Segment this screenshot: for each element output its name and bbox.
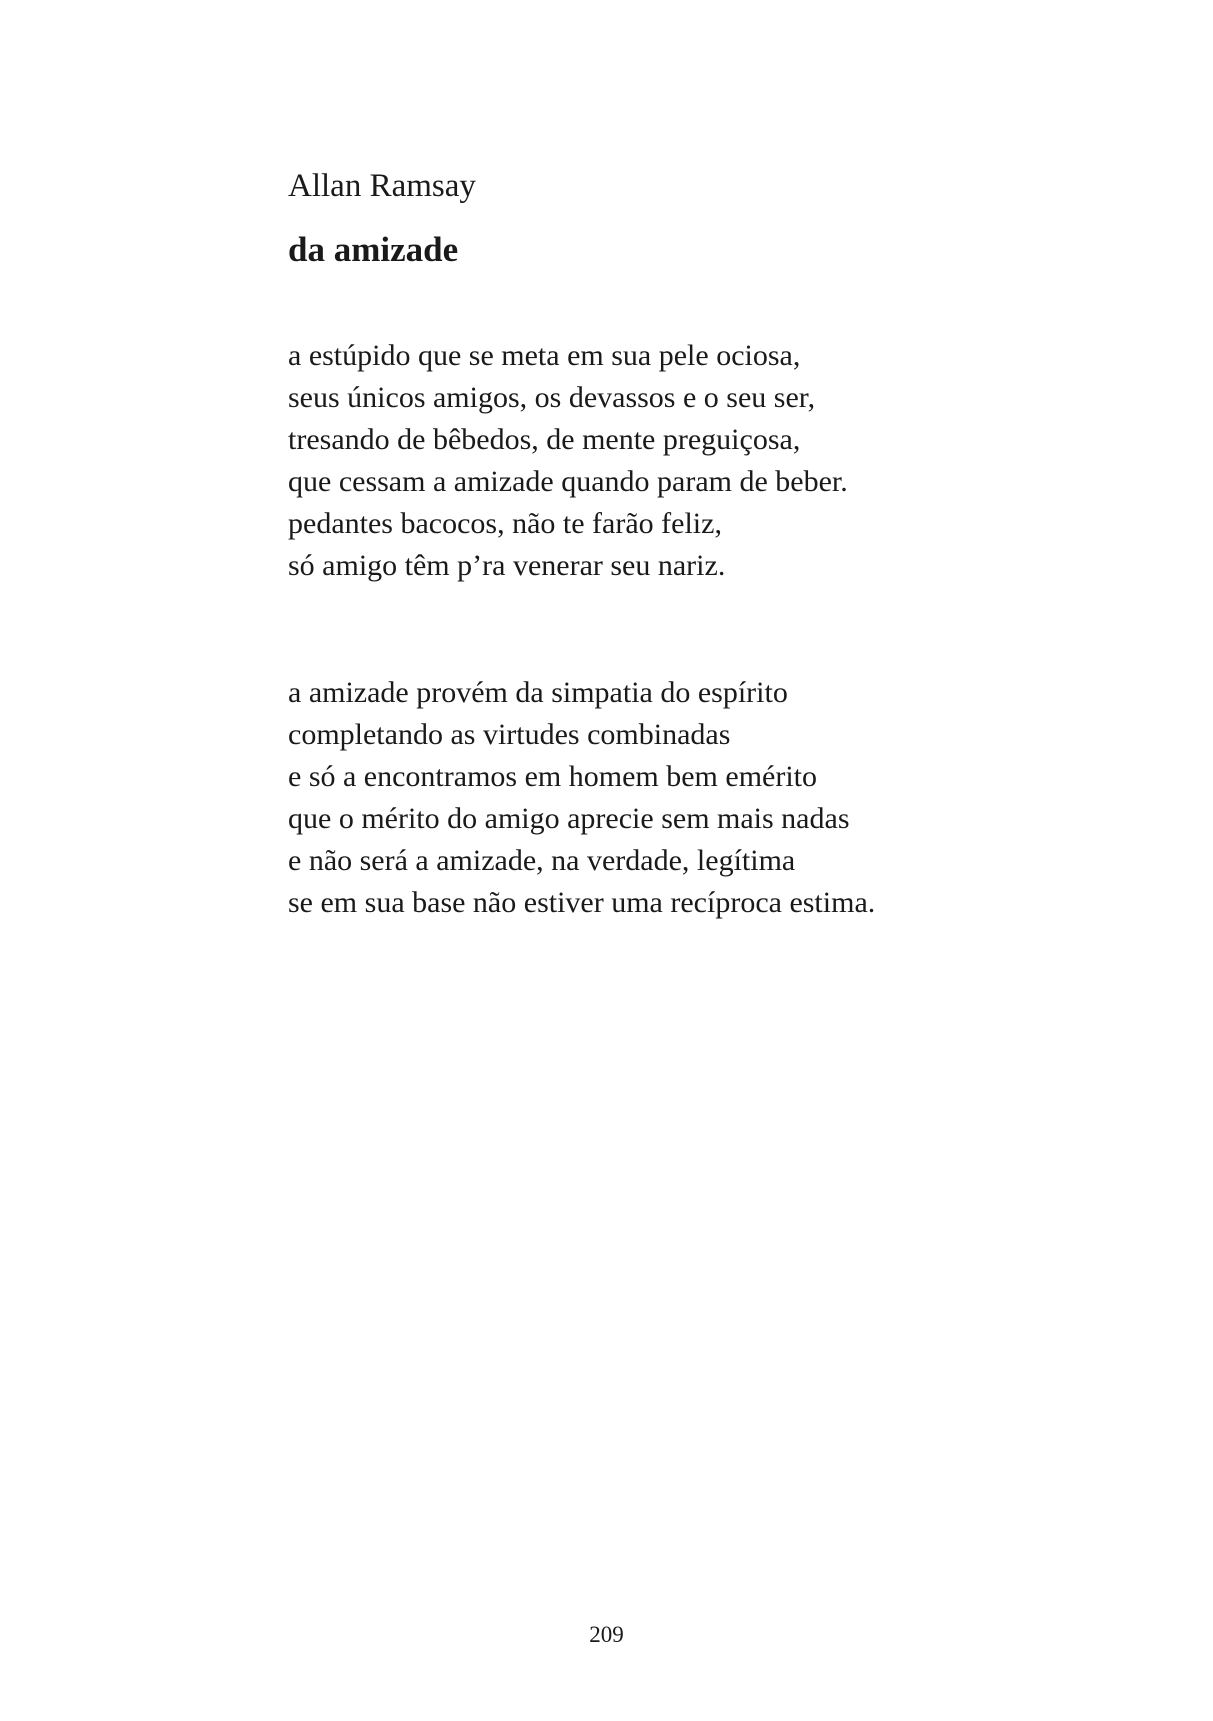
stanza-1 xyxy=(288,335,848,587)
poem-title: da amizade xyxy=(288,230,459,269)
poem-line: a amizade provém da simpatia do espírito xyxy=(288,676,788,709)
poem-author: Allan Ramsay xyxy=(288,168,476,204)
poem-line: completando as virtudes combinadas xyxy=(288,718,731,751)
page-number: 209 xyxy=(589,1622,624,1647)
poem-line: e não será a amizade, na verdade, legítima xyxy=(288,844,796,877)
stanza-2 xyxy=(288,672,875,924)
poem-line: tresando de bêbedos, de mente preguiçosa, xyxy=(288,423,801,456)
poem-line: pedantes bacocos, não te farão feliz, xyxy=(288,507,722,540)
poem-line: a estúpido que se meta em sua pele ociosa, xyxy=(288,339,801,372)
poem-line: seus únicos amigos, os devassos e o seu ser, xyxy=(288,381,816,414)
poem-line: que cessam a amizade quando param de beber. xyxy=(288,465,848,498)
poem-line: se em sua base não estiver uma recíproca estima. xyxy=(288,886,876,919)
poem-line: e só a encontramos em homem bem emérito xyxy=(288,760,817,793)
poem-line: que o mérito do amigo aprecie sem mais nadas xyxy=(288,802,850,835)
poem-line: só amigo têm p’ra venerar seu nariz. xyxy=(288,549,726,582)
